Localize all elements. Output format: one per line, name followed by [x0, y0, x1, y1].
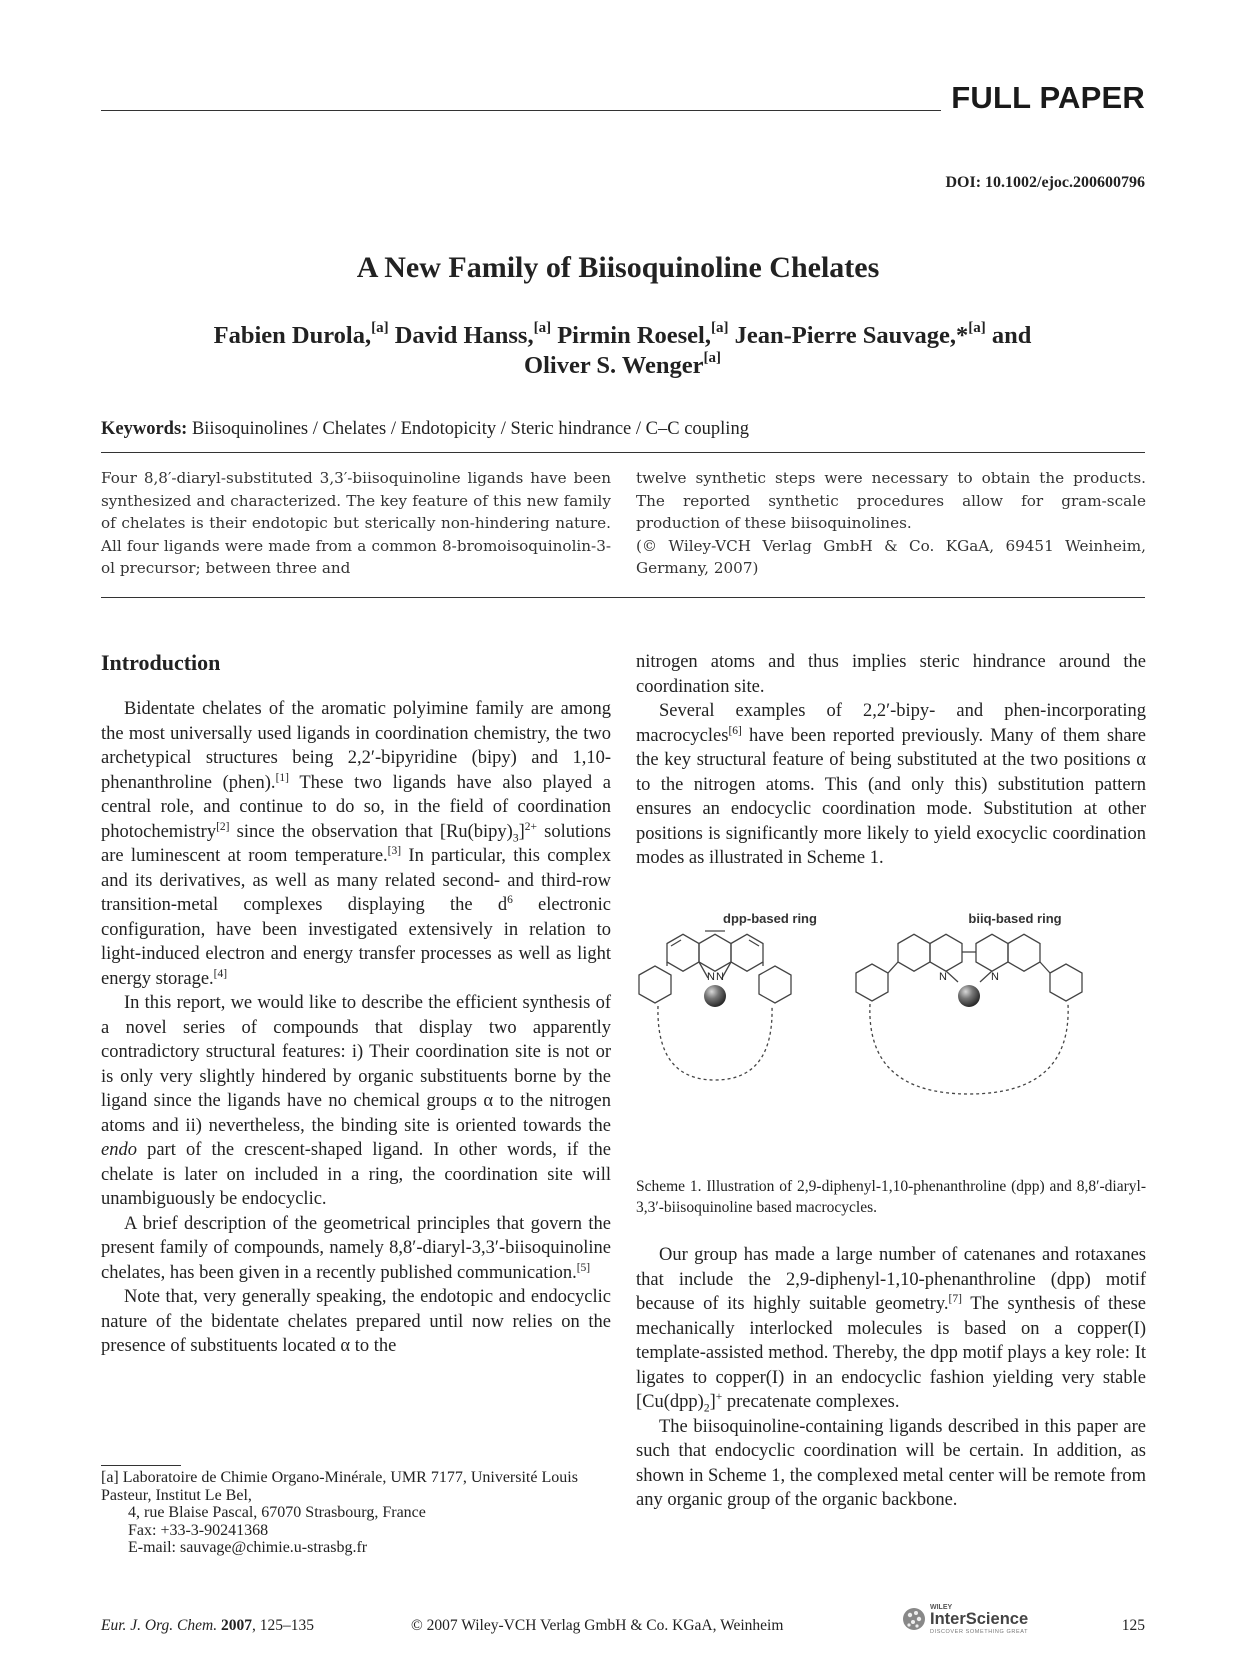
scheme-1-structures — [636, 930, 1146, 1160]
abstract-bottom-rule — [101, 597, 1145, 598]
author-name: Oliver S. Wenger — [524, 352, 704, 379]
biiq-isoquinoline-right — [976, 934, 1040, 971]
scheme-caption: Scheme 1. Illustration of 2,9-diphenyl-1,10-phenanthroline (dpp) and 8,8′-diaryl-3,3′-biisoquinoline based macrocycles. — [636, 1178, 1146, 1216]
nitrogen-label: N — [716, 971, 724, 983]
body-right-column-top — [636, 650, 1146, 871]
abstract-left-column: Four 8,8′-diaryl-substituted 3,3′-biisoquinoline ligands have been synthesized and characterized. The key feature of this new family of chelates is their endotopic but sterically non-hindering nature. All four ligands were made from a common 8-bromoisoquinolin-3-ol precursor; between three and — [101, 469, 611, 577]
affiliation-marker: [a] — [703, 349, 721, 366]
affiliation-marker: [a] — [968, 319, 986, 336]
citation: [6] — [728, 724, 742, 737]
section-heading-introduction: Introduction — [101, 650, 221, 675]
dpp-phenyl-left — [639, 962, 671, 1003]
citation: [5] — [576, 1261, 591, 1274]
paragraph: Our group has made a large number of catenanes and rotaxanes that include the 2,9-diphenyl-1,10-phenanthroline (dpp) motif because of its highly suitable geometry.[7] The synthesis of these mechanically interlocked molecules is based on a copper(I) template-assisted method. Thereby, the dpp motif plays a key role: It ligates to copper(I) in an endocyclic fashion yielding very stable $[Cu(dpp)_2]^+$ precatenate complexes. — [636, 1245, 1146, 1415]
page-number: 125 — [1121, 1617, 1145, 1634]
nitrogen-label: N — [991, 971, 999, 983]
doi: DOI: 10.1002/ejoc.200600796 — [945, 174, 1145, 191]
affiliation-marker: [a] — [533, 319, 552, 336]
keywords-list: Biisoquinolines / Chelates / Endotopicity / Steric hindrance / C–C coupling — [191, 419, 749, 439]
paragraph-continuation: nitrogen atoms and thus implies steric hindrance around the coordination site. — [636, 652, 1146, 697]
affiliation-marker: [a] — [371, 319, 389, 336]
affiliation-marker: [a] — [711, 319, 729, 336]
logo-tagline: DISCOVER SOMETHING GREAT — [930, 1629, 1029, 1635]
metal-center-biiq — [958, 985, 980, 1007]
nitrogen-label: N — [707, 971, 715, 983]
dpp-phenyl-right — [759, 962, 791, 1003]
footnote-rule — [101, 1465, 181, 1466]
biiq-phenyl-left — [856, 962, 898, 1001]
footnote-address: 4, rue Blaise Pascal, 67070 Strasbourg, France — [128, 1504, 426, 1521]
interscience-logo — [900, 1601, 1070, 1637]
metal-center-dpp — [704, 985, 726, 1007]
author-name: Fabien Durola, — [213, 322, 372, 349]
keywords-label: Keywords: — [101, 419, 188, 439]
citation: [7] — [948, 1292, 962, 1305]
paragraph: A brief description of the geometrical principles that govern the present family of compounds, namely 8,8′-diaryl-3,3′-biisoquinoline chelates, has been given in a recently published communication.[5] — [101, 1213, 611, 1283]
body-right-column-bottom — [636, 1243, 1146, 1513]
keywords — [101, 419, 749, 440]
abstract-text: twelve synthetic steps were necessary to obtain the products. The reported synthetic procedures allow for gram-scale production of these biisoquinolines. — [636, 469, 1146, 532]
journal-abbreviation: Eur. J. Org. Chem. — [101, 1617, 218, 1634]
citation: [3] — [387, 844, 402, 857]
citation: [1] — [275, 771, 289, 784]
paragraph: Several examples of 2,2′-bipy- and phen-incorporating macrocycles[6] have been reported previously. Many of them share the key structural feature of being substituted at the two positions α to the nitrogen atoms. This (and only this) substitution pattern ensures an endocyclic coordination mode. Substitution at other positions is significantly more likely to yield exocyclic coordination modes as illustrated in Scheme 1. — [636, 701, 1146, 868]
footer-copyright: © 2007 Wiley-VCH Verlag GmbH & Co. KGaA, Weinheim — [411, 1617, 784, 1634]
paragraph: Bidentate chelates of the aromatic polyimine family are among the most universally used ligands in coordination chemistry, the two archetypical structures being 2,2′-bipyridine (bipy) and 1,10-phenanthroline (phen).[1] These two ligands have also played a central role, and continue to do so, in the field of coordination photochemistry[2] since the observation that $[Ru(bipy)_3]^{2+}$ solutions are luminescent at room temperature.[3] In particular, this complex and its derivatives, as well as many related second- and third-row transition-metal complexes displaying the $d^6$ electronic configuration, have been investigated extensively in relation to light-induced electron and energy transfer processes as well as light energy storage.[4] — [101, 699, 612, 989]
journal-pages: , 125–135 — [251, 1617, 314, 1634]
body-left-column — [101, 697, 611, 1359]
footnote-email: E-mail: sauvage@chimie.u-strasbg.fr — [128, 1539, 368, 1556]
header-rule — [101, 110, 941, 111]
paragraph: Note that, very generally speaking, the endotopic and endocyclic nature of the bidentate chelates prepared until now relies on the presence of substituents located α to the — [101, 1287, 611, 1356]
abstract-top-rule — [101, 452, 1145, 453]
author-list — [100, 321, 1145, 381]
paragraph: In this report, we would like to describe the efficient synthesis of a novel series of compounds that display two apparently contradictory structural features: i) Their coordination site is not or is only very slightly hindered by organic substituents borne by the ligand since the ligands have no chemical groups α to the nitrogen atoms and ii) nevertheless, the binding site is oriented towards the endo part of the crescent-shaped ligand. In other words, if the chelate is later on included in a ring, the coordination site will unambiguously be endocyclic. — [101, 993, 611, 1209]
scheme-label-dpp: dpp-based ring — [723, 911, 817, 926]
affiliation-footnote — [101, 1469, 611, 1557]
abstract-right-column — [636, 467, 1146, 580]
author-name: David Hanss, — [394, 322, 534, 349]
journal-year: 2007 — [220, 1617, 252, 1634]
footnote-fax: Fax: +33-3-90241368 — [128, 1521, 269, 1539]
citation: [2] — [216, 820, 230, 833]
section-label: FULL PAPER — [951, 80, 1145, 115]
biiq-isoquinoline-left — [898, 934, 962, 971]
biiq-phenyl-right — [1040, 962, 1082, 1001]
logo-wiley-text: WILEY — [930, 1604, 953, 1611]
article-title: A New Family of Biisoquinoline Chelates — [356, 251, 880, 284]
footnote-affiliation: [a] Laboratoire de Chimie Organo-Minérale, UMR 7177, Université Louis Pasteur, Institut Le Bel, — [101, 1469, 578, 1504]
author-conjunction: and — [991, 322, 1032, 349]
author-name: Jean-Pierre Sauvage,* — [734, 322, 969, 349]
scheme-label-biiq: biiq-based ring — [968, 911, 1062, 926]
paragraph: The biisoquinoline-containing ligands described in this paper are such that endocyclic coordination will be certain. In addition, as shown in Scheme 1, the complexed metal center will be remote from any organic group of the organic backbone. — [636, 1416, 1146, 1510]
footer-journal-citation — [101, 1617, 314, 1635]
citation: [4] — [213, 967, 228, 980]
nitrogen-label: N — [939, 971, 947, 983]
author-name: Pirmin Roesel, — [557, 322, 711, 349]
dpp-phenanthroline — [667, 931, 763, 971]
abstract-copyright: (© Wiley-VCH Verlag GmbH & Co. KGaA, 69451 Weinheim, Germany, 2007) — [636, 536, 1146, 577]
logo-interscience-text: InterScience — [930, 1610, 1029, 1628]
